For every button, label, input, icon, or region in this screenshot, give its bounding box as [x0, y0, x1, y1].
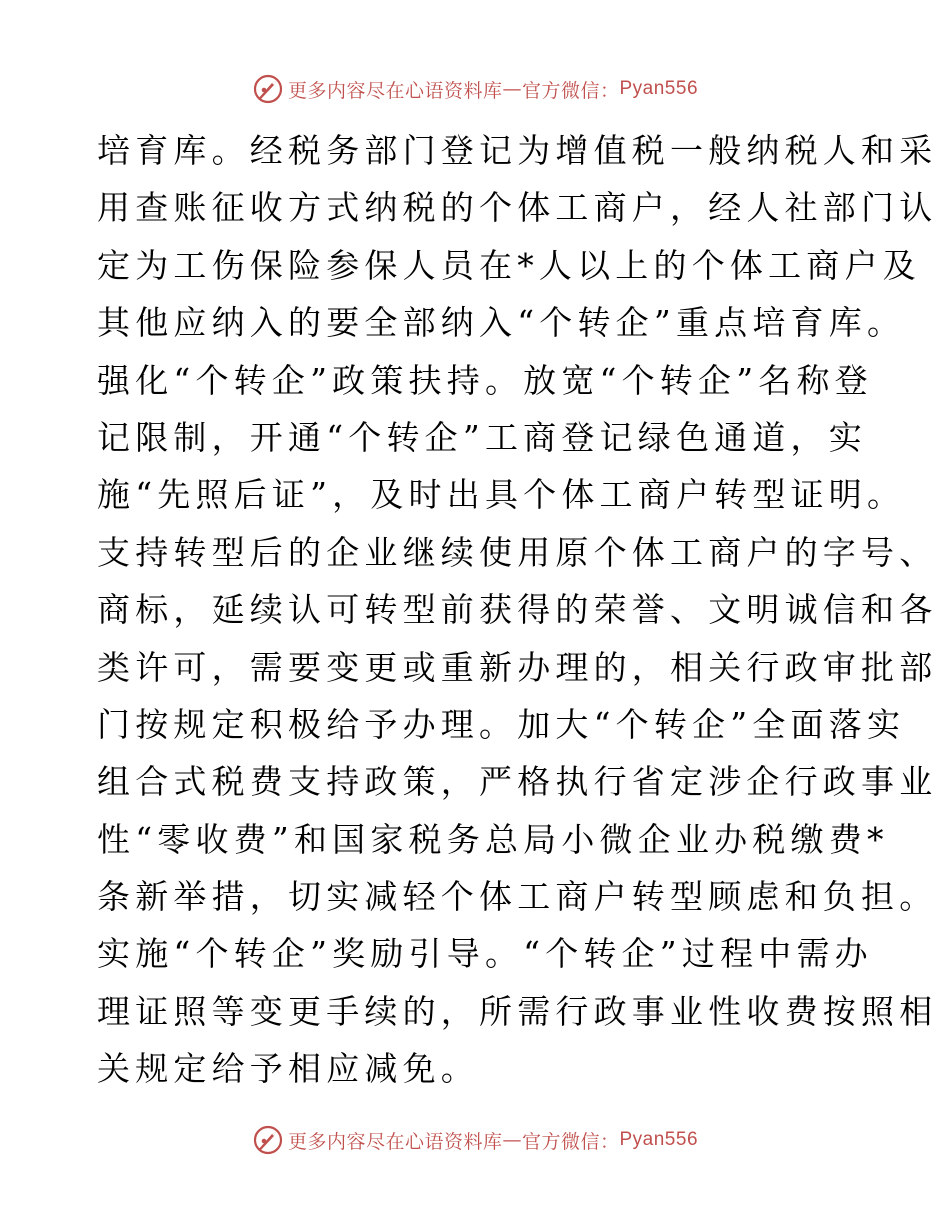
- body-line: 理证照等变更手续的，所需行政事业性收费按照相: [97, 991, 938, 1031]
- body-line: 强化“个转企”政策扶持。放宽“个转企”名称登: [97, 360, 873, 400]
- body-line: 类许可，需要变更或重新办理的，相关行政审批部: [97, 647, 938, 687]
- body-line: 培育库。经税务部门登记为增值税一般纳税人和采: [97, 131, 938, 170]
- watermark-contact-label: 官方微信：: [521, 1130, 620, 1153]
- watermark-separator: —: [502, 1129, 522, 1151]
- watermark-text: 更多内容尽在心语资料库: [287, 1130, 503, 1153]
- body-line: 商标，延续认可转型前获得的荣誉、文明诚信和各: [97, 590, 938, 630]
- body-line: 门按规定积极给予办理。加大“个转企”全面落实: [97, 704, 906, 744]
- header-watermark: [0, 72, 950, 106]
- body-line: 施“先照后证”，及时出具个体工商户转型证明。: [97, 475, 906, 515]
- body-line: 实施“个转企”奖励引导。“个转企”过程中需办: [97, 934, 873, 974]
- watermark-separator: —: [502, 78, 522, 100]
- body-line: 支持转型后的企业继续使用原个体工商户的字号、: [97, 532, 938, 572]
- watermark-contact-id: Pyan556: [619, 78, 699, 99]
- footer-watermark: [0, 1123, 950, 1157]
- body-line: 记限制，开通“个转企”工商登记绿色通道，实: [97, 417, 867, 457]
- pen-nib-logo-icon: [252, 1124, 284, 1156]
- watermark-contact-label: 官方微信：: [521, 79, 620, 102]
- watermark-text: 更多内容尽在心语资料库: [287, 79, 503, 102]
- body-line: 性“零收费”和国家税务总局小微企业办税缴费*: [97, 819, 889, 859]
- body-line: 条新举措，切实减轻个体工商户转型顾虑和负担。: [97, 877, 938, 917]
- body-line: 用查账征收方式纳税的个体工商户，经人社部门认: [97, 188, 938, 228]
- pen-nib-logo-icon: [252, 73, 284, 105]
- body-line: 组合式税费支持政策，严格执行省定涉企行政事业: [97, 762, 938, 802]
- body-line: 其他应纳入的要全部纳入“个转企”重点培育库。: [97, 303, 906, 343]
- body-line: 关规定给予相应减免。: [97, 1049, 479, 1089]
- document-body: [97, 122, 938, 1098]
- body-line: 定为工伤保险参保人员在*人以上的个体工商户及: [97, 245, 921, 285]
- watermark-contact-id: Pyan556: [619, 1129, 699, 1150]
